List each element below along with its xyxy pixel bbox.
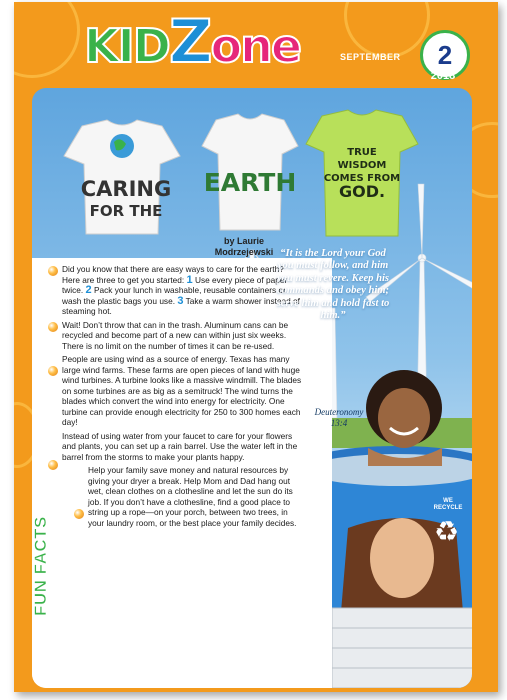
fact-paragraph-3: People are using wind as a source of energy. Texas has many large wind farms. These farms are open pieces of land with huge wind turbines. A turbine looks like a massive windmill. The blades on some turbines are as big as a semitruck! The wind turns the blades which convert the wind into energy for electricity. One turbine can provide enough electricity for 250 to 300 homes each day!	[62, 354, 302, 427]
logo-z: Z	[168, 7, 211, 77]
tip-3: Take a warm shower instead of steaming hot.	[62, 295, 300, 316]
fact-paragraph-2: Wait! Don’t throw that can in the trash. Aluminum cans can be recycled and become part of a new can within just six weeks. There is no limit on the number of times it can be re-used.	[62, 319, 289, 351]
fact-paragraph-1	[62, 264, 302, 317]
fun-facts-text: FUN FACTS	[31, 516, 50, 616]
recycle-icon: ♻	[434, 516, 460, 547]
issue-badge	[412, 30, 474, 90]
fact-paragraph-5: Help your family save money and natural resources by giving your dryer a break. Help Mom and Dad hang out wet, clean clothes on a clothesline and let the sun do its job. If you don’t have a clothesline, find a good place to string up a rope—on your porch, between two trees, in your laundry room, or the best place your family decides.	[88, 465, 297, 528]
shirt1-line1: CARING	[80, 177, 172, 201]
verse-book: Deuteronomy	[314, 407, 364, 417]
decor-swirl	[14, 2, 80, 78]
shirt-text-wisdom	[322, 146, 402, 201]
logo-kid: KID	[84, 19, 169, 73]
issue-year: 2018	[430, 70, 456, 82]
clothesline	[32, 88, 472, 102]
bullet-icon	[48, 322, 58, 332]
bible-verse: “It is the Lord your God you must follow, and him you must revere. Keep his commands and obey him; serve him and hold fast to him.”	[276, 248, 390, 322]
shirt3-line2: COMES FROM	[323, 173, 401, 184]
shirt-text-caring	[78, 178, 174, 222]
issue-month: SEPTEMBER	[340, 52, 401, 62]
verse-chapter: 13:4	[330, 418, 348, 428]
magazine-cover	[14, 2, 498, 692]
shirt3-line3: GOD.	[338, 182, 386, 201]
recycle-label-line2: RECYCLE	[433, 505, 463, 511]
verse-reference	[304, 407, 374, 429]
tip-number-3: 3	[177, 294, 184, 307]
shirt3-line1: TRUE WISDOM	[337, 147, 387, 171]
issue-number: 2	[420, 30, 470, 80]
logo-one: one	[210, 19, 301, 73]
bullet-icon	[48, 366, 58, 376]
tip-2: Pack your lunch in washable, reusable containers or wash the plastic bags you use.	[62, 285, 286, 306]
fact1-intro: Did you know that there are easy ways to care for the earth? Here are three to get you started:	[62, 264, 284, 285]
bullet-icon	[48, 266, 58, 276]
byline-line1: by Laurie	[223, 236, 264, 246]
tip-number-2: 2	[85, 284, 92, 296]
shirt1-line2: FOR THE	[89, 202, 163, 220]
fact-paragraph-4: Instead of using water from your faucet to care for your flowers and plants, you can set up a rain barrel. Use the water left in the barrel from the storms to make your plants happy.	[62, 430, 298, 462]
recycle-label-line1: WE	[443, 498, 453, 504]
byline-author: Modrzejewski	[214, 247, 274, 257]
tip-number-1: 1	[186, 273, 193, 286]
fun-facts-label	[30, 507, 52, 617]
recycle-label	[426, 498, 470, 512]
tip-1: Use every piece of paper twice.	[62, 274, 288, 295]
shirt-text-earth: EARTH	[203, 168, 297, 197]
article-body	[62, 264, 302, 531]
kidzone-logo	[84, 7, 301, 77]
bullet-icon	[48, 460, 58, 470]
